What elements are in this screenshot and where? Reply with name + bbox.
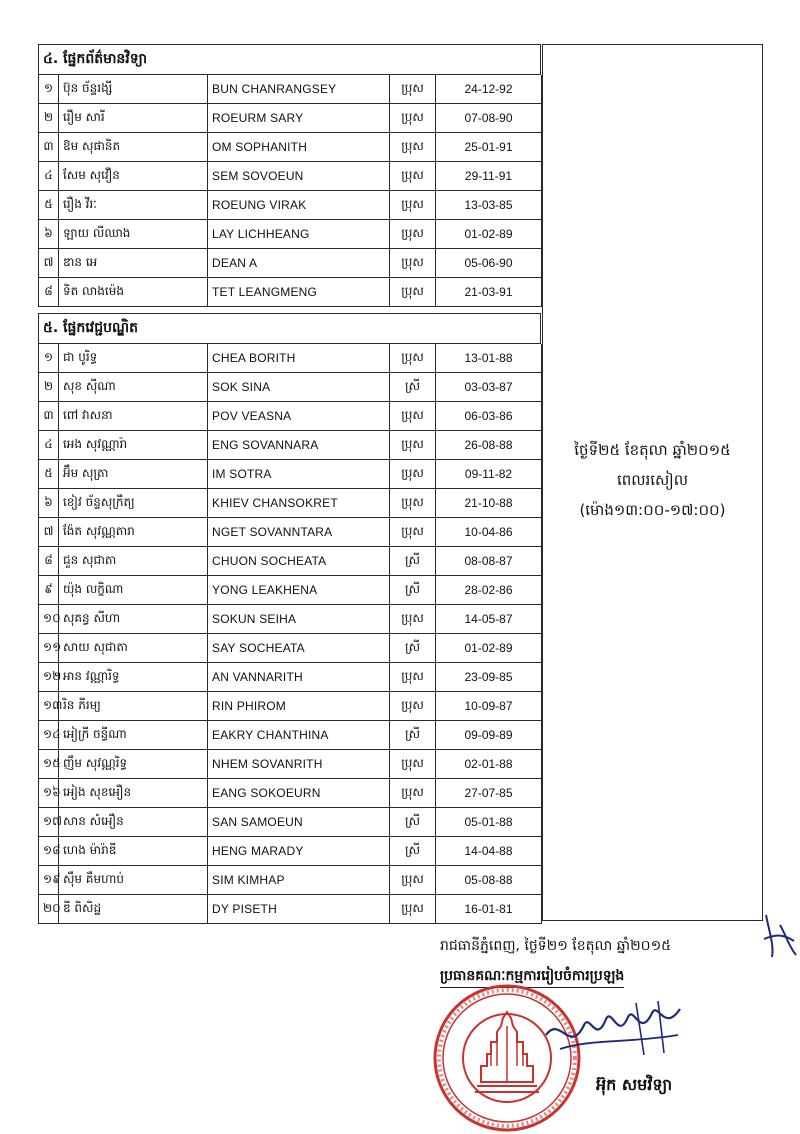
- sex: ប្រុស: [390, 460, 436, 489]
- name-latin: SAY SOCHEATA: [208, 634, 390, 663]
- name-latin: ROEURM SARY: [208, 104, 390, 133]
- table-row: [39, 576, 542, 605]
- row-number: ៦: [39, 220, 59, 249]
- date-of-birth: 03-03-87: [436, 373, 542, 402]
- name-khmer: អាន វណ្ណារិទ្ធ: [59, 663, 208, 692]
- sex: ស្រី: [390, 634, 436, 663]
- name-latin: EAKRY CHANTHINA: [208, 721, 390, 750]
- table-row: [39, 779, 542, 808]
- table-row: [39, 634, 542, 663]
- date-of-birth: 01-02-89: [436, 634, 542, 663]
- name-latin: DY PISETH: [208, 895, 390, 924]
- name-khmer: សែម សុវឿន: [59, 162, 208, 191]
- name-latin: ENG SOVANNARA: [208, 431, 390, 460]
- row-number: ៤: [39, 162, 59, 191]
- sex: ប្រុស: [390, 402, 436, 431]
- row-number: ៧: [39, 249, 59, 278]
- row-number: ៨: [39, 547, 59, 576]
- name-khmer: សុខ ស៊ីណា: [59, 373, 208, 402]
- name-latin: SIM KIMHAP: [208, 866, 390, 895]
- name-khmer: យ៉ុង លក្ខិណា: [59, 576, 208, 605]
- place-and-date: រាជធានីភ្នំពេញ, ថ្ងៃទី២១ ខែតុលា ឆ្នាំ២០១៥: [440, 938, 672, 954]
- date-of-birth: 10-09-87: [436, 692, 542, 721]
- row-number: ១៨: [39, 837, 59, 866]
- session-period: ពេលរសៀល: [616, 471, 689, 489]
- date-of-birth: 29-11-91: [436, 162, 542, 191]
- table-row: [39, 721, 542, 750]
- sex: ប្រុស: [390, 605, 436, 634]
- session-date: ថ្ងៃទី២៥ ខែតុលា ឆ្នាំ២០១៥: [574, 441, 731, 459]
- name-khmer: ញឹម សុវណ្ណរិទ្ធ: [59, 750, 208, 779]
- sex: ប្រុស: [390, 866, 436, 895]
- section-header: [39, 45, 542, 75]
- name-latin: SOKUN SEIHA: [208, 605, 390, 634]
- table-row: [39, 249, 542, 278]
- date-of-birth: 10-04-86: [436, 518, 542, 547]
- sex: ប្រុស: [390, 104, 436, 133]
- row-number: ៥: [39, 191, 59, 220]
- signer-name: អ៊ុក សមវិទ្យា: [596, 1075, 673, 1094]
- date-of-birth: 16-01-81: [436, 895, 542, 924]
- table-row: [39, 547, 542, 576]
- date-of-birth: 21-03-91: [436, 278, 542, 307]
- table-row: [39, 373, 542, 402]
- name-khmer: ហេង ម៉ារ៉ាឌី: [59, 837, 208, 866]
- table-row: [39, 431, 542, 460]
- name-khmer: អេង សុវណ្ណារ៉ា: [59, 431, 208, 460]
- table-row: [39, 808, 542, 837]
- sex: ស្រី: [390, 837, 436, 866]
- date-of-birth: 02-01-88: [436, 750, 542, 779]
- row-number: ១៣: [39, 692, 59, 721]
- name-latin: HENG MARADY: [208, 837, 390, 866]
- table-row: [39, 663, 542, 692]
- row-number: ៧: [39, 518, 59, 547]
- name-latin: NHEM SOVANRITH: [208, 750, 390, 779]
- table-row: [39, 518, 542, 547]
- name-latin: IM SOTRA: [208, 460, 390, 489]
- name-latin: YONG LEAKHENA: [208, 576, 390, 605]
- section-gap: [39, 307, 542, 314]
- name-khmer: សាន សំអឿន: [59, 808, 208, 837]
- date-of-birth: 25-01-91: [436, 133, 542, 162]
- date-of-birth: 07-08-90: [436, 104, 542, 133]
- sex: ស្រី: [390, 547, 436, 576]
- row-number: ១៦: [39, 779, 59, 808]
- date-of-birth: 05-01-88: [436, 808, 542, 837]
- name-latin: KHIEV CHANSOKRET: [208, 489, 390, 518]
- name-latin: RIN PHIROM: [208, 692, 390, 721]
- table-row: [39, 278, 542, 307]
- table-row: [39, 605, 542, 634]
- table-row: [39, 460, 542, 489]
- table-row: [39, 344, 542, 373]
- section-title: ៤. ផ្នែកព័ត៌មានវិទ្យា: [39, 45, 542, 75]
- date-of-birth: 13-01-88: [436, 344, 542, 373]
- name-khmer: អ៊ឹម សុត្រា: [59, 460, 208, 489]
- name-latin: CHEA BORITH: [208, 344, 390, 373]
- name-latin: NGET SOVANNTARA: [208, 518, 390, 547]
- sex: ប្រុស: [390, 133, 436, 162]
- table-row: [39, 220, 542, 249]
- table-row: [39, 104, 542, 133]
- table-row: [39, 895, 542, 924]
- name-latin: OM SOPHANITH: [208, 133, 390, 162]
- sex: ប្រុស: [390, 663, 436, 692]
- name-latin: ROEUNG VIRAK: [208, 191, 390, 220]
- name-latin: BUN CHANRANGSEY: [208, 75, 390, 104]
- name-khmer: ជា បូរិទ្ធ: [59, 344, 208, 373]
- date-of-birth: 14-04-88: [436, 837, 542, 866]
- name-khmer: ប៊ុន ច័ន្ទរង្សី: [59, 75, 208, 104]
- row-number: ២: [39, 373, 59, 402]
- sex: ប្រុស: [390, 779, 436, 808]
- row-number: ៣: [39, 402, 59, 431]
- name-latin: LAY LICHHEANG: [208, 220, 390, 249]
- section-header: [39, 314, 542, 344]
- date-of-birth: 24-12-92: [436, 75, 542, 104]
- name-latin: AN VANNARITH: [208, 663, 390, 692]
- name-latin: CHUON SOCHEATA: [208, 547, 390, 576]
- session-time: (ម៉ោង១៣:០០-១៧:០០): [579, 501, 726, 519]
- date-of-birth: 06-03-86: [436, 402, 542, 431]
- sex: ស្រី: [390, 373, 436, 402]
- row-number: ១៤: [39, 721, 59, 750]
- name-latin: POV VEASNA: [208, 402, 390, 431]
- table-row: [39, 133, 542, 162]
- name-latin: SOK SINA: [208, 373, 390, 402]
- row-number: ១២: [39, 663, 59, 692]
- section-title: ៥. ផ្នែកវេជ្ជបណ្ឌិត: [39, 314, 542, 344]
- row-number: ៨: [39, 278, 59, 307]
- table-row: [39, 489, 542, 518]
- date-of-birth: 13-03-85: [436, 191, 542, 220]
- row-number: ៩: [39, 576, 59, 605]
- row-number: ៣: [39, 133, 59, 162]
- sex: ស្រី: [390, 721, 436, 750]
- row-number: ១០: [39, 605, 59, 634]
- date-of-birth: 09-09-89: [436, 721, 542, 750]
- committee-title: ប្រធានគណៈកម្មការរៀបចំការប្រឡង: [440, 966, 624, 988]
- name-khmer: ឡាយ លីឈាង: [59, 220, 208, 249]
- name-khmer: សាយ សុជាតា: [59, 634, 208, 663]
- row-number: ១: [39, 344, 59, 373]
- name-khmer: ឌាន អេ: [59, 249, 208, 278]
- candidate-table: [38, 44, 543, 924]
- name-khmer: ពៅ វាសនា: [59, 402, 208, 431]
- row-number: ១៧: [39, 808, 59, 837]
- row-number: ៦: [39, 489, 59, 518]
- sex: ប្រុស: [390, 489, 436, 518]
- sex: ប្រុស: [390, 162, 436, 191]
- sex: ប្រុស: [390, 220, 436, 249]
- name-khmer: ង៉ែត សុវណ្ណតារា: [59, 518, 208, 547]
- name-khmer: អៀង សុខអឿន: [59, 779, 208, 808]
- date-of-birth: 28-02-86: [436, 576, 542, 605]
- sex: ប្រុស: [390, 278, 436, 307]
- row-number: ២០: [39, 895, 59, 924]
- row-number: ៥: [39, 460, 59, 489]
- sex: ប្រុស: [390, 191, 436, 220]
- date-of-birth: 09-11-82: [436, 460, 542, 489]
- name-latin: EANG SOKOEURN: [208, 779, 390, 808]
- date-of-birth: 01-02-89: [436, 220, 542, 249]
- name-khmer: ឌី ពិសិដ្ឋ: [59, 895, 208, 924]
- date-of-birth: 08-08-87: [436, 547, 542, 576]
- row-number: ១១: [39, 634, 59, 663]
- name-khmer: ទិត លាងម៉េង: [59, 278, 208, 307]
- name-latin: SAN SAMOEUN: [208, 808, 390, 837]
- table-row: [39, 750, 542, 779]
- table-row: [39, 402, 542, 431]
- name-khmer: ជួន សុជាតា: [59, 547, 208, 576]
- sex: ប្រុស: [390, 249, 436, 278]
- handwritten-signature: [540, 995, 690, 1065]
- row-number: ២: [39, 104, 59, 133]
- date-of-birth: 23-09-85: [436, 663, 542, 692]
- sex: ស្រី: [390, 808, 436, 837]
- name-latin: SEM SOVOEUN: [208, 162, 390, 191]
- table-row: [39, 866, 542, 895]
- table-row: [39, 75, 542, 104]
- sex: ប្រុស: [390, 750, 436, 779]
- name-khmer: ស៊ឹម គឹមហាប់: [59, 866, 208, 895]
- date-of-birth: 26-08-88: [436, 431, 542, 460]
- name-khmer: សុគន្ធ សីហា: [59, 605, 208, 634]
- table-row: [39, 692, 542, 721]
- sex: ស្រី: [390, 576, 436, 605]
- date-of-birth: 21-10-88: [436, 489, 542, 518]
- name-khmer: រិន ភីរម្យ: [59, 692, 208, 721]
- name-khmer: អៀក្រី ចន្ធីណា: [59, 721, 208, 750]
- date-of-birth: 14-05-87: [436, 605, 542, 634]
- name-latin: TET LEANGMENG: [208, 278, 390, 307]
- date-of-birth: 27-07-85: [436, 779, 542, 808]
- name-latin: DEAN A: [208, 249, 390, 278]
- sex: ប្រុស: [390, 518, 436, 547]
- row-number: ១៩: [39, 866, 59, 895]
- sex: ប្រុស: [390, 75, 436, 104]
- date-of-birth: 05-06-90: [436, 249, 542, 278]
- table-row: [39, 837, 542, 866]
- table-row: [39, 191, 542, 220]
- date-of-birth: 05-08-88: [436, 866, 542, 895]
- name-khmer: ខៀវ ច័ន្ទសុក្រឹត្យ: [59, 489, 208, 518]
- name-khmer: ឱម សុផានិត: [59, 133, 208, 162]
- session-box: [542, 44, 763, 921]
- row-number: ១: [39, 75, 59, 104]
- sex: ប្រុស: [390, 692, 436, 721]
- row-number: ៤: [39, 431, 59, 460]
- sex: ប្រុស: [390, 431, 436, 460]
- name-khmer: រឿម សារី: [59, 104, 208, 133]
- row-number: ១៥: [39, 750, 59, 779]
- margin-signature-mark: [760, 905, 800, 965]
- sex: ប្រុស: [390, 895, 436, 924]
- name-khmer: រឿង វីរៈ: [59, 191, 208, 220]
- sex: ប្រុស: [390, 344, 436, 373]
- table-row: [39, 162, 542, 191]
